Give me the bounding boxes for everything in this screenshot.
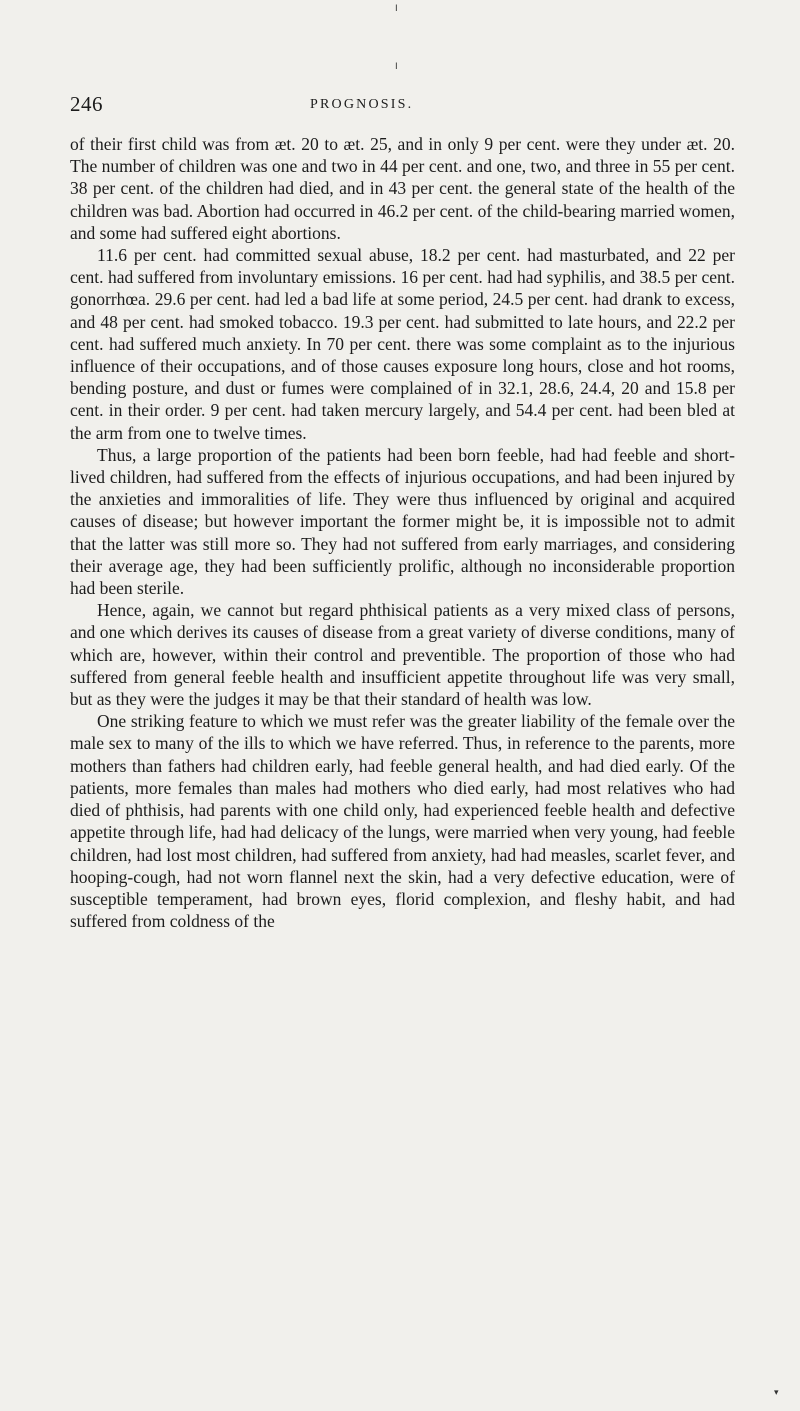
page-header xyxy=(70,92,730,116)
paragraph: of their first child was from æt. 20 to æt. 25, and in only 9 per cent. were they under æt. 20. The number of children was one and two in 44 per cent. and one, two, and three in 55 per cent. 38 per cent. of the children had died, and in 43 per cent. the general state of the health of the children was bad. Abortion had occurred in 46.2 per cent. of the child-bearing married women, and some had suffered eight abortions. xyxy=(70,134,735,243)
paragraph: 11.6 per cent. had committed sexual abuse, 18.2 per cent. had masturbated, and 22 per cent. had suffered from involuntary emissions. 16 per cent. had had syphilis, and 38.5 per cent. gonorrhœa. 29.6 per cent. had led a bad life at some period, 24.5 per cent. had drank to excess, and 48 per cent. had smoked tobacco. 19.3 per cent. had submitted to late hours, and 22.2 per cent. had suffered much anxiety. In 70 per cent. there was some complaint as to the injurious influence of their occupations, and of those causes exposure long hours, close and hot rooms, bending posture, and dust or fumes were complained of in 32.1, 28.6, 24.4, 20 and 15.8 per cent. in their order. 9 per cent. had taken mercury largely, and 54.4 per cent. had been bled at the arm from one to twelve times. xyxy=(70,245,735,443)
paragraph: One striking feature to which we must refer was the greater liability of the female over the male sex to many of the ills to which we have referred. Thus, in reference to the parents, more mothers than fathers had children early, had feeble general health, and had died early. Of the patients, more females than males had mothers who died early, had most relatives who had died of phthisis, had parents with one child only, had experienced feeble health and defective appetite through life, had had delicacy of the lungs, were married when very young, had feeble children, had lost most children, had suffered from anxiety, had had measles, scarlet fever, and hooping-cough, had not worn flannel next the skin, had a very defective education, were of susceptible temperament, had brown eyes, florid complexion, and fleshy habit, and had suffered from coldness of the xyxy=(70,711,735,932)
scan-edge-mark: ▾ xyxy=(774,1388,779,1398)
body-text xyxy=(70,133,735,932)
scan-edge-mark: I xyxy=(395,62,398,72)
running-head: PROGNOSIS. xyxy=(310,97,414,112)
page-number: 246 xyxy=(70,92,103,116)
paragraph: Hence, again, we cannot but regard phthisical patients as a very mixed class of persons, and one which derives its causes of disease from a great variety of diverse conditions, many of which are, however, within their control and preventible. The proportion of those who had suffered from general feeble health and insufficient appetite throughout life was very small, but as they were the judges it may be that their standard of health was low. xyxy=(70,600,735,710)
scan-edge-mark: I xyxy=(395,4,398,14)
paragraph: Thus, a large proportion of the patients had been born feeble, had had feeble and short-lived children, had suffered from the effects of injurious occupations, and had been injured by the anxieties and immoralities of life. They were thus influenced by original and acquired causes of disease; but however important the former might be, it is impossible not to admit that the latter was still more so. They had not suffered from early marriages, and considering their average age, they had been sufficiently prolific, although no inconsiderable proportion had been sterile. xyxy=(70,444,735,599)
